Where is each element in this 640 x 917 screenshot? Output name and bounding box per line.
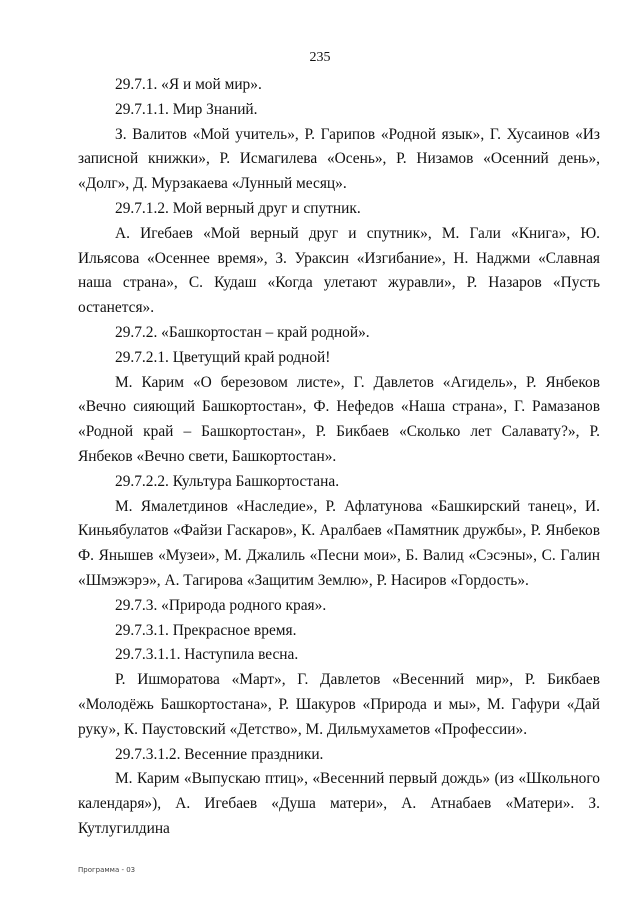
section-heading-29-7-2: 29.7.2. «Башкортостан – край родной». (115, 323, 370, 341)
reading-list-paragraph: А. Игебаев «Мой верный друг и спутник», М. Гали «Книга», Ю. Ильясова «Осеннее время», З. Ураксин «Изгибание», Н. Наджми «Славная наша страна», С. Кудаш «Когда улетают журавли», Р. Назаров «Пусть останется». (78, 224, 600, 317)
document-body (78, 73, 600, 842)
reading-list-paragraph: З. Валитов «Мой учитель», Р. Гарипов «Родной язык», Г. Хусаинов «Из записной книжки», Р. Исмагилева «Осень», Р. Низамов «Осенний день», «Долг», Д. Мурзакаева «Лунный месяц». (78, 125, 600, 193)
section-heading-29-7-3-1: 29.7.3.1. Прекрасное время. (115, 621, 297, 639)
section-heading-29-7-1-1: 29.7.1.1. Мир Знаний. (115, 100, 258, 118)
section-heading-29-7-3: 29.7.3. «Природа родного края». (115, 596, 327, 614)
section-heading-29-7-1-2: 29.7.1.2. Мой верный друг и спутник. (115, 199, 361, 217)
section-heading-29-7-2-2: 29.7.2.2. Культура Башкортостана. (115, 472, 340, 490)
page-number: 235 (309, 50, 331, 65)
reading-list-paragraph: М. Карим «О березовом листе», Г. Давлетов «Агидель», Р. Янбеков «Вечно сияющий Башкортостан», Ф. Нефедов «Наша страна», Г. Рамазанов «Родной край – Башкортостан», Р. Бикбаев «Сколько лет Салавату?», Р. Янбеков «Вечно свети, Башкортостан». (78, 373, 600, 465)
section-heading-29-7-1: 29.7.1. «Я и мой мир». (115, 76, 262, 93)
section-heading-29-7-3-1-1: 29.7.3.1.1. Наступила весна. (115, 646, 299, 664)
reading-list-paragraph: М. Ямалетдинов «Наследие», Р. Афлатунова «Башкирский танец», И. Киньябулатов «Файзи Гаскаров», К. Аралбаев «Памятник дружбы», Р. Янбеков Ф. Янышев «Музеи», М. Джалиль «Песни мои», Б. Валид «Сэсэны», С. Галин «Шмэжэрэ», А. Тагирова «Защитим Землю», Р. Насиров «Гордость». (78, 497, 600, 589)
section-heading-29-7-3-1-2: 29.7.3.1.2. Весенние праздники. (115, 745, 324, 763)
section-heading-29-7-2-1: 29.7.2.1. Цветущий край родной! (115, 348, 331, 366)
reading-list-paragraph: М. Карим «Выпускаю птиц», «Весенний первый дождь» (из «Школьного календаря»), А. Игебаев «Душа матери», А. Атнабаев «Матери». З. Кутлугилдина (78, 770, 600, 837)
page-footer: Программа - 03 (78, 866, 136, 874)
reading-list-paragraph: Р. Ишморатова «Март», Г. Давлетов «Весенний мир», Р. Бикбаев «Молодёжь Башкортостана», Р. Шакуров «Природа и мы», М. Гафури «Дай руку», К. Паустовский «Детство», М. Дильмухаметов «Профессии». (78, 671, 600, 738)
